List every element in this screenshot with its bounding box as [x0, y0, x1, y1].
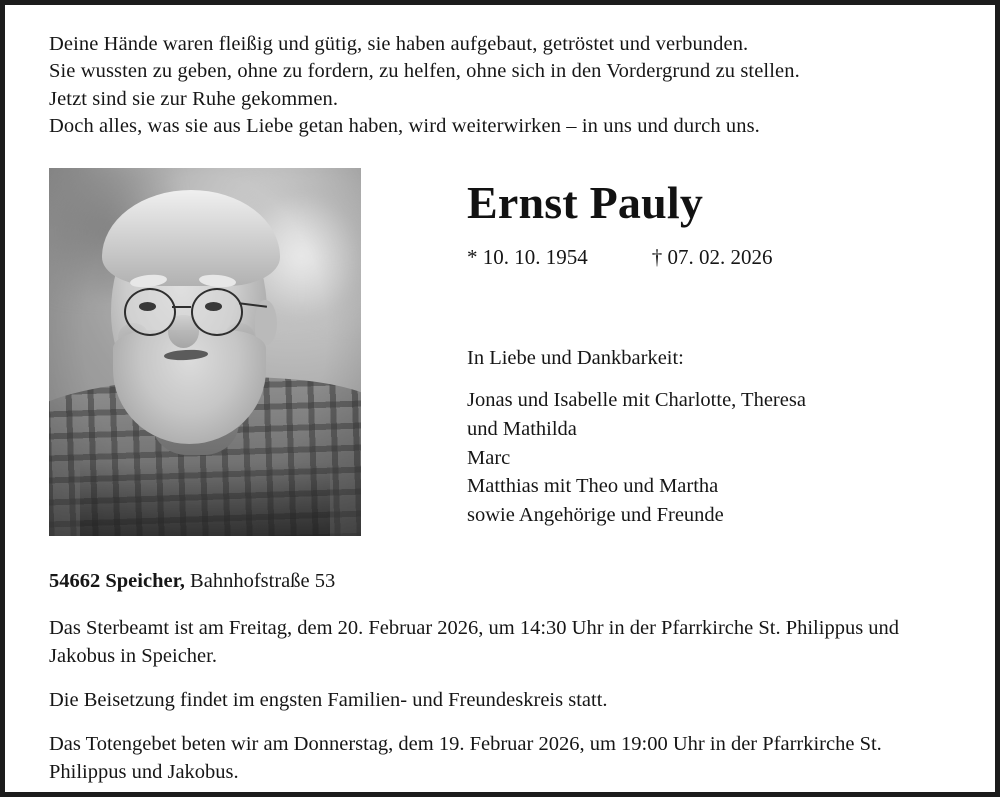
detail-prayer: Das Totengebet beten wir am Donnerstag, dem 19. Februar 2026, um 19:00 Uhr in der Pfarrkirche St. Philippus und Jakobus. [49, 732, 882, 783]
detail-burial: Die Beisetzung findet im engsten Familien- und Freundeskreis statt. [49, 688, 608, 711]
family-member: und Mathilda [467, 417, 577, 440]
photo-vignette [49, 168, 361, 536]
address-city: 54662 Speicher, [49, 570, 185, 592]
address-line [49, 570, 951, 593]
name-and-family-column [361, 168, 951, 536]
deceased-name: Ernst Pauly [467, 177, 704, 228]
poem-line: Jetzt sind sie zur Ruhe gekommen. [49, 87, 339, 110]
poem-line: Deine Hände waren fleißig und gütig, sie haben aufgebaut, getröstet und verbunden. [49, 33, 749, 55]
birth-date: * 10. 10. 1954 [467, 244, 588, 269]
family-member: Matthias mit Theo und Martha [467, 475, 719, 498]
poem-line: Sie wussten zu geben, ohne zu fordern, zu helfen, ohne sich in den Vordergrund zu stellen. [49, 60, 800, 83]
life-dates [467, 245, 951, 270]
family-member: sowie Angehörige und Freunde [467, 504, 724, 527]
death-date: † 07. 02. 2026 [651, 244, 773, 269]
poem-line: Doch alles, was sie aus Liebe getan haben, wird weiterwirken – in uns und durch uns. [49, 114, 760, 137]
detail-requiem: Das Sterbeamt ist am Freitag, dem 20. Februar 2026, um 14:30 Uhr in der Pfarrkirche St. Philippus und Jakobus in Speicher. [49, 617, 900, 667]
address-street: Bahnhofstraße 53 [190, 570, 336, 592]
poem-block [49, 31, 951, 140]
portrait-and-name-row [49, 168, 951, 536]
service-details [49, 615, 951, 786]
family-member: Marc [467, 446, 511, 469]
family-member: Jonas und Isabelle mit Charlotte, Theresa [467, 389, 806, 412]
family-block [467, 344, 951, 530]
portrait-container [49, 168, 361, 536]
portrait-photo [49, 168, 361, 536]
family-lead: In Liebe und Dankbarkeit: [467, 346, 684, 369]
